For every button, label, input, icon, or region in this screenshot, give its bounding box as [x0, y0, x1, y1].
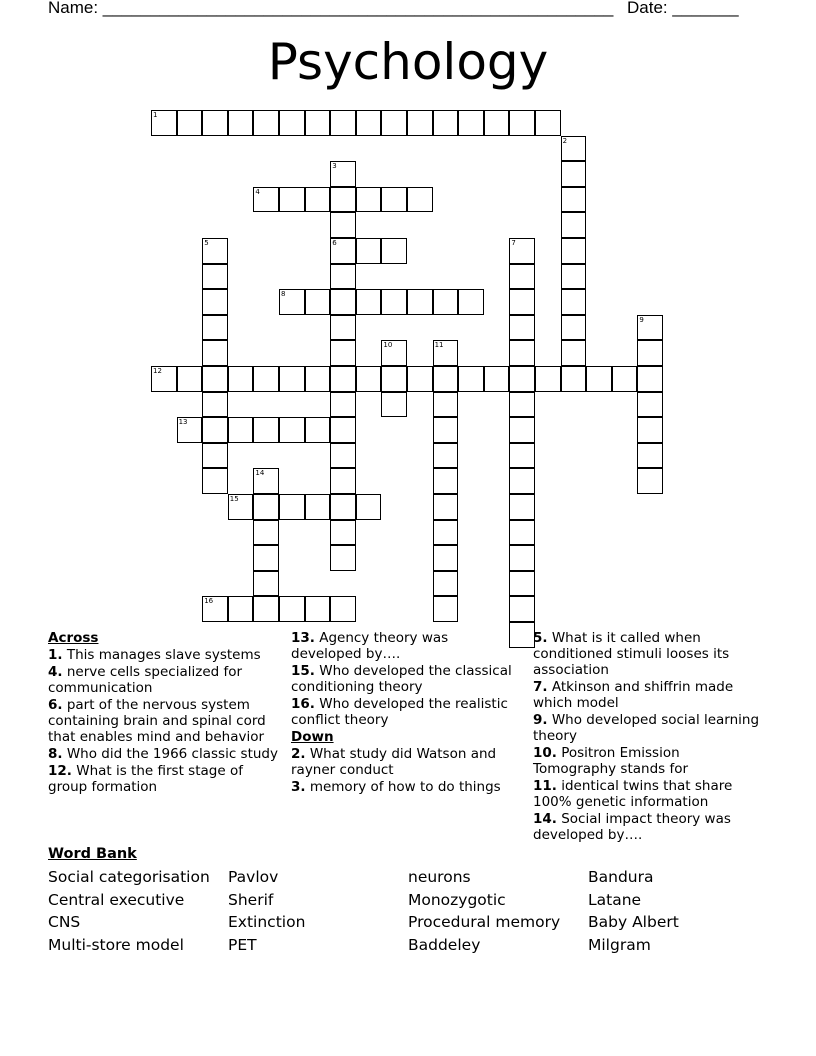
grid-cell[interactable]: [407, 187, 433, 213]
grid-cell[interactable]: [509, 110, 535, 136]
grid-cell[interactable]: [279, 110, 305, 136]
grid-cell[interactable]: [381, 392, 407, 418]
grid-cell[interactable]: [561, 264, 587, 290]
grid-cell[interactable]: [202, 340, 228, 366]
grid-cell[interactable]: [356, 238, 382, 264]
clue-text: Who developed the realistic conflict theory: [291, 696, 508, 728]
grid-cell[interactable]: [151, 366, 177, 392]
grid-cell[interactable]: [253, 596, 279, 622]
cell-number: 6: [332, 239, 337, 247]
grid-cell[interactable]: [330, 494, 356, 520]
grid-cell[interactable]: [202, 468, 228, 494]
clue-number: 2.: [291, 746, 306, 762]
grid-cell[interactable]: [407, 110, 433, 136]
grid-cell[interactable]: [330, 366, 356, 392]
grid-cell[interactable]: [356, 494, 382, 520]
grid-cell[interactable]: [177, 110, 203, 136]
word-bank-item: PET: [228, 936, 257, 955]
grid-cell[interactable]: [484, 366, 510, 392]
grid-cell[interactable]: [279, 187, 305, 213]
word-bank-item: Central executive: [48, 890, 185, 909]
name-field-label: Name: ______________________________________________________: [48, 0, 614, 17]
word-bank-column-1: [48, 866, 210, 957]
clue-text: part of the nervous system containing brain and spinal cord that enables mind and behavior: [48, 697, 266, 745]
grid-cell[interactable]: [305, 494, 331, 520]
grid-cell[interactable]: [433, 443, 459, 469]
clue-number: 10.: [533, 745, 557, 761]
grid-cell[interactable]: [509, 289, 535, 315]
word-bank-item: Procedural memory: [408, 913, 561, 932]
grid-cell[interactable]: [253, 468, 279, 494]
grid-cell[interactable]: [330, 238, 356, 264]
grid-cell[interactable]: [535, 366, 561, 392]
grid-cell[interactable]: [228, 596, 254, 622]
grid-cell[interactable]: [330, 161, 356, 187]
grid-cell[interactable]: [561, 340, 587, 366]
grid-cell[interactable]: [561, 136, 587, 162]
clue-number: 12.: [48, 763, 72, 779]
word-bank-item: Latane: [588, 890, 642, 909]
clue-number: 11.: [533, 778, 557, 794]
across-heading: Across: [48, 630, 99, 646]
grid-cell[interactable]: [433, 494, 459, 520]
grid-cell[interactable]: [202, 366, 228, 392]
cell-number: 3: [332, 162, 337, 171]
grid-cell[interactable]: [330, 187, 356, 213]
clue-number: 3.: [291, 779, 306, 795]
clue-number: 4.: [48, 664, 63, 680]
grid-cell[interactable]: [509, 366, 535, 392]
clue-number: 8.: [48, 746, 63, 762]
clue-number: 14.: [533, 811, 557, 827]
grid-cell[interactable]: [407, 289, 433, 315]
grid-cell[interactable]: [509, 468, 535, 494]
clue-text: What is it called when conditioned stimuli looses its association: [533, 630, 730, 678]
grid-cell[interactable]: [253, 520, 279, 546]
word-bank-column-3: [408, 866, 560, 957]
grid-cell[interactable]: [151, 110, 177, 136]
clues-column-middle: [291, 630, 523, 795]
grid-cell[interactable]: [535, 110, 561, 136]
grid-cell[interactable]: [305, 596, 331, 622]
grid-cell[interactable]: [637, 468, 663, 494]
cell-number: 2: [562, 136, 568, 145]
grid-cell[interactable]: [509, 596, 535, 622]
clue-across-8: [48, 746, 280, 762]
grid-cell[interactable]: [202, 238, 228, 264]
grid-cell[interactable]: [330, 264, 356, 290]
grid-cell[interactable]: [509, 571, 535, 597]
clue-number: 13.: [291, 630, 315, 646]
word-bank-item: Baddeley: [408, 936, 481, 955]
word-bank-item: Monozygotic: [408, 890, 506, 909]
across-clues-column: [48, 630, 280, 795]
grid-cell[interactable]: [330, 520, 356, 546]
grid-cell[interactable]: [509, 417, 535, 443]
grid-cell[interactable]: [407, 366, 433, 392]
clue-down-3: [291, 779, 523, 795]
grid-cell[interactable]: [330, 468, 356, 494]
grid-cell[interactable]: [381, 238, 407, 264]
cell-number: 1: [153, 111, 158, 119]
grid-cell[interactable]: [253, 187, 279, 213]
grid-cell[interactable]: [330, 443, 356, 469]
grid-cell[interactable]: [228, 366, 254, 392]
grid-cell[interactable]: [228, 110, 254, 136]
grid-cell[interactable]: [381, 289, 407, 315]
grid-cell[interactable]: [561, 212, 587, 238]
grid-cell[interactable]: [228, 417, 254, 443]
word-bank-column-2: [228, 866, 305, 957]
cell-number: 4: [255, 187, 260, 196]
clue-across-16: [291, 696, 523, 728]
cell-number: 12: [153, 367, 162, 375]
grid-cell[interactable]: [509, 545, 535, 571]
clue-number: 6.: [48, 697, 63, 713]
grid-cell[interactable]: [253, 417, 279, 443]
grid-cell[interactable]: [253, 366, 279, 392]
grid-cell[interactable]: [330, 392, 356, 418]
grid-cell[interactable]: [637, 315, 663, 341]
grid-cell[interactable]: [330, 596, 356, 622]
grid-cell[interactable]: [202, 289, 228, 315]
grid-cell[interactable]: [509, 340, 535, 366]
grid-cell[interactable]: [330, 417, 356, 443]
clue-text: Social impact theory was developed by….: [533, 811, 731, 843]
clue-text: Who developed social learning theory: [533, 712, 760, 744]
grid-cell[interactable]: [509, 238, 535, 264]
grid-cell[interactable]: [637, 417, 663, 443]
grid-cell[interactable]: [279, 417, 305, 443]
grid-cell[interactable]: [561, 161, 587, 187]
clue-text: What is the first stage of group formation: [48, 763, 243, 795]
grid-cell[interactable]: [305, 110, 331, 136]
cell-number: 9: [639, 315, 644, 324]
grid-cell[interactable]: [433, 289, 459, 315]
grid-cell[interactable]: [202, 264, 228, 290]
date-field-label: Date: _______: [627, 0, 739, 17]
grid-cell[interactable]: [433, 596, 459, 622]
grid-cell[interactable]: [561, 315, 587, 341]
clue-number: 9.: [533, 712, 548, 728]
grid-cell[interactable]: [381, 366, 407, 392]
grid-cell[interactable]: [279, 494, 305, 520]
grid-cell[interactable]: [381, 110, 407, 136]
grid-cell[interactable]: [637, 366, 663, 392]
grid-cell[interactable]: [612, 366, 638, 392]
grid-cell[interactable]: [458, 289, 484, 315]
cell-number: 14: [255, 469, 265, 478]
clue-text: identical twins that share 100% genetic information: [533, 778, 733, 810]
grid-cell[interactable]: [561, 366, 587, 392]
clue-across-15: [291, 663, 523, 695]
grid-cell[interactable]: [433, 417, 459, 443]
clue-text: memory of how to do things: [309, 779, 501, 795]
grid-cell[interactable]: [253, 571, 279, 597]
cell-number: 10: [383, 341, 393, 350]
word-bank-title: Word Bank: [48, 846, 137, 862]
down-heading: Down: [291, 729, 334, 745]
grid-cell[interactable]: [330, 545, 356, 571]
grid-cell[interactable]: [433, 468, 459, 494]
grid-cell[interactable]: [458, 110, 484, 136]
cell-number: 11: [434, 341, 444, 350]
grid-cell[interactable]: [279, 366, 305, 392]
word-bank-item: Pavlov: [228, 868, 279, 886]
grid-cell[interactable]: [433, 110, 459, 136]
cell-number: 15: [229, 495, 239, 503]
grid-cell[interactable]: [177, 366, 203, 392]
grid-cell[interactable]: [202, 596, 228, 622]
clue-across-13: [291, 630, 523, 662]
grid-cell[interactable]: [330, 110, 356, 136]
cell-number: 8: [281, 290, 286, 299]
grid-cell[interactable]: [509, 520, 535, 546]
grid-cell[interactable]: [253, 494, 279, 520]
word-bank-item: Bandura: [588, 868, 654, 886]
grid-cell[interactable]: [458, 366, 484, 392]
clue-number: 16.: [291, 696, 315, 712]
grid-cell[interactable]: [561, 187, 587, 213]
word-bank-item: Sherif: [228, 890, 274, 909]
cell-number: 7: [511, 239, 516, 247]
grid-cell[interactable]: [637, 340, 663, 366]
grid-cell[interactable]: [637, 392, 663, 418]
grid-cell[interactable]: [202, 392, 228, 418]
clue-number: 15.: [291, 663, 315, 679]
grid-cell[interactable]: [202, 315, 228, 341]
grid-cell[interactable]: [356, 366, 382, 392]
word-bank-item: neurons: [408, 868, 471, 886]
grid-cell[interactable]: [356, 289, 382, 315]
clue-across-1: [48, 647, 280, 663]
clue-text: Who developed the classical conditioning theory: [291, 663, 512, 695]
grid-cell[interactable]: [586, 366, 612, 392]
grid-cell[interactable]: [202, 443, 228, 469]
grid-cell[interactable]: [509, 392, 535, 418]
clue-number: 5.: [533, 630, 548, 646]
grid-cell[interactable]: [228, 494, 254, 520]
clue-text: Who did the 1966 classic study: [66, 746, 278, 762]
grid-cell[interactable]: [381, 340, 407, 366]
clue-number: 1.: [48, 647, 63, 663]
clue-down-9: [533, 712, 763, 744]
grid-cell[interactable]: [637, 443, 663, 469]
grid-cell[interactable]: [202, 110, 228, 136]
word-bank-item: CNS: [48, 913, 81, 932]
grid-cell[interactable]: [433, 340, 459, 366]
clue-down-2: [291, 746, 523, 778]
clue-down-10: [533, 745, 763, 777]
clue-text: Atkinson and shiffrin made which model: [533, 679, 734, 711]
clue-text: This manages slave systems: [66, 647, 261, 663]
grid-cell[interactable]: [509, 443, 535, 469]
grid-cell[interactable]: [330, 340, 356, 366]
grid-cell[interactable]: [561, 289, 587, 315]
cell-number: 13: [178, 418, 188, 427]
grid-cell[interactable]: [484, 110, 510, 136]
grid-cell[interactable]: [330, 289, 356, 315]
grid-cell[interactable]: [305, 417, 331, 443]
word-bank-item: Extinction: [228, 913, 306, 932]
grid-cell[interactable]: [202, 417, 228, 443]
cell-number: 5: [204, 239, 209, 247]
grid-cell[interactable]: [253, 110, 279, 136]
grid-cell[interactable]: [305, 187, 331, 213]
clue-across-12: [48, 763, 280, 795]
grid-cell[interactable]: [305, 366, 331, 392]
grid-cell[interactable]: [177, 417, 203, 443]
grid-cell[interactable]: [433, 571, 459, 597]
clue-across-4: [48, 664, 280, 696]
grid-cell[interactable]: [561, 238, 587, 264]
grid-cell[interactable]: [433, 366, 459, 392]
word-bank-item: Multi-store model: [48, 936, 184, 955]
word-bank-column-4: [588, 866, 679, 957]
cell-number: 16: [204, 597, 214, 606]
grid-cell[interactable]: [330, 315, 356, 341]
grid-cell[interactable]: [433, 392, 459, 418]
grid-cell[interactable]: [330, 212, 356, 238]
word-bank-item: Social categorisation: [48, 868, 210, 886]
grid-cell[interactable]: [509, 315, 535, 341]
grid-cell[interactable]: [433, 545, 459, 571]
clue-down-14: [533, 811, 763, 843]
word-bank-item: Milgram: [588, 936, 651, 955]
grid-cell[interactable]: [356, 110, 382, 136]
clue-number: 7.: [533, 679, 548, 695]
down-clues-column: [533, 630, 763, 843]
clue-down-11: [533, 778, 763, 810]
grid-cell[interactable]: [356, 187, 382, 213]
clue-text: Agency theory was developed by….: [291, 630, 449, 662]
word-bank-item: Baby Albert: [588, 913, 679, 932]
clue-text: nerve cells specialized for communication: [48, 664, 243, 696]
clue-across-6: [48, 697, 280, 745]
grid-cell[interactable]: [279, 596, 305, 622]
grid-cell[interactable]: [253, 545, 279, 571]
clue-text: What study did Watson and rayner conduct: [291, 746, 497, 778]
grid-cell[interactable]: [381, 187, 407, 213]
grid-cell[interactable]: [509, 264, 535, 290]
clue-down-5: [533, 630, 763, 678]
page-title: Psychology: [267, 33, 549, 91]
clue-text: Positron Emission Tomography stands for: [533, 745, 689, 777]
grid-cell[interactable]: [433, 520, 459, 546]
grid-cell[interactable]: [509, 494, 535, 520]
clue-down-7: [533, 679, 763, 711]
grid-cell[interactable]: [305, 289, 331, 315]
grid-cell[interactable]: [279, 289, 305, 315]
